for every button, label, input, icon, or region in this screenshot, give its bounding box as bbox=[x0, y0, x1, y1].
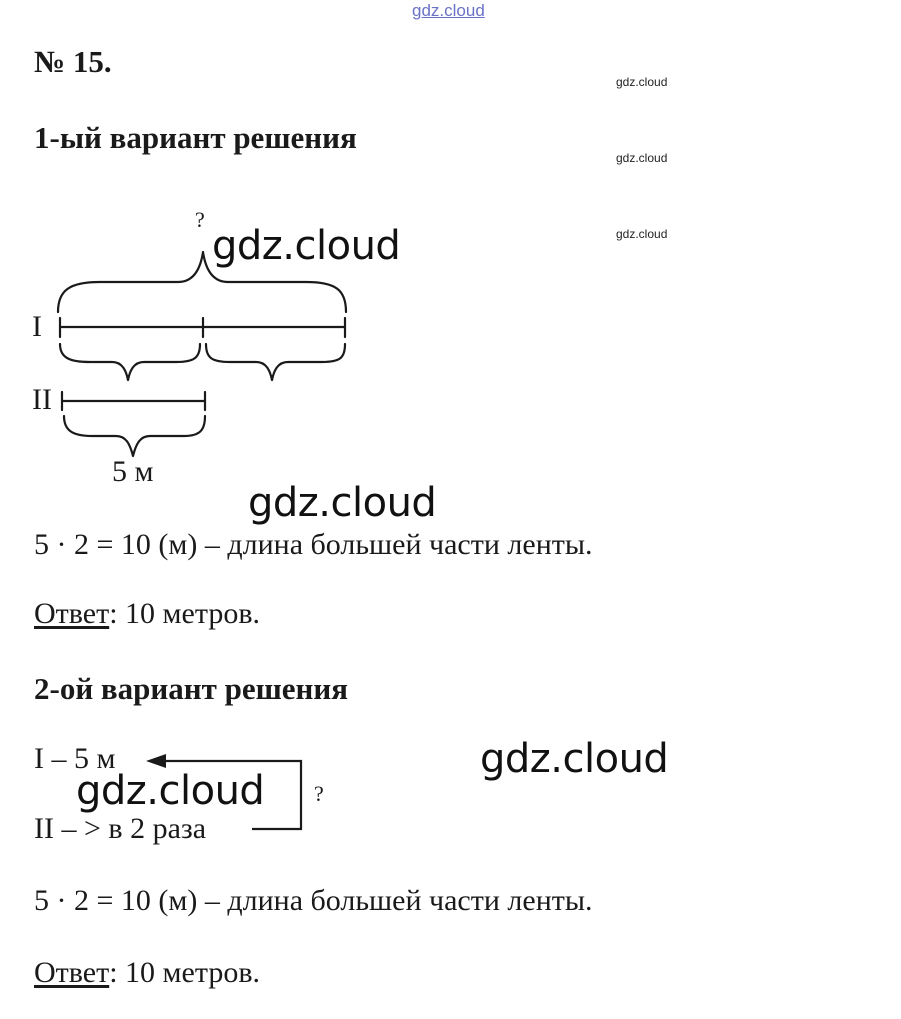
answer-value: : 10 метров. bbox=[109, 956, 260, 989]
watermark-big: gdz.cloud bbox=[248, 480, 437, 526]
bottom-brace-right bbox=[206, 344, 345, 380]
question-mark: ? bbox=[195, 207, 205, 232]
watermark-small: gdz.cloud bbox=[616, 151, 668, 165]
calculation-2: 5 · 2 = 10 (м) – длина большей части ленты. bbox=[34, 884, 593, 917]
answer-1 bbox=[34, 597, 260, 631]
watermark-big: gdz.cloud bbox=[212, 223, 401, 269]
variant2-heading: 2-ой вариант решения bbox=[34, 671, 349, 706]
watermark-small: gdz.cloud bbox=[616, 75, 668, 89]
variant1-heading: 1-ый вариант решения bbox=[34, 120, 357, 155]
answer-2 bbox=[34, 956, 260, 990]
watermark-big: gdz.cloud bbox=[76, 768, 265, 814]
watermark-big: gdz.cloud bbox=[480, 736, 669, 782]
bottom-brace-ii bbox=[64, 416, 205, 456]
watermark-top: gdz.cloud bbox=[412, 1, 485, 20]
length-label: 5 м bbox=[112, 455, 154, 488]
row-label-ii: II bbox=[32, 383, 52, 416]
condition-line-1: I – 5 м bbox=[34, 742, 116, 775]
answer-label: Ответ bbox=[34, 597, 110, 630]
watermark-small: gdz.cloud bbox=[616, 227, 668, 241]
arrow-head-icon bbox=[146, 754, 166, 768]
calculation-1: 5 · 2 = 10 (м) – длина большей части ленты. bbox=[34, 528, 593, 561]
row-label-i: I bbox=[32, 310, 42, 343]
condition-line-2: II – > в 2 раза bbox=[34, 812, 207, 845]
answer-value: : 10 метров. bbox=[109, 597, 260, 630]
question-mark-2: ? bbox=[314, 781, 324, 806]
problem-number: № 15. bbox=[34, 44, 112, 79]
answer-label: Ответ bbox=[34, 956, 110, 989]
bottom-brace-left bbox=[60, 344, 200, 380]
